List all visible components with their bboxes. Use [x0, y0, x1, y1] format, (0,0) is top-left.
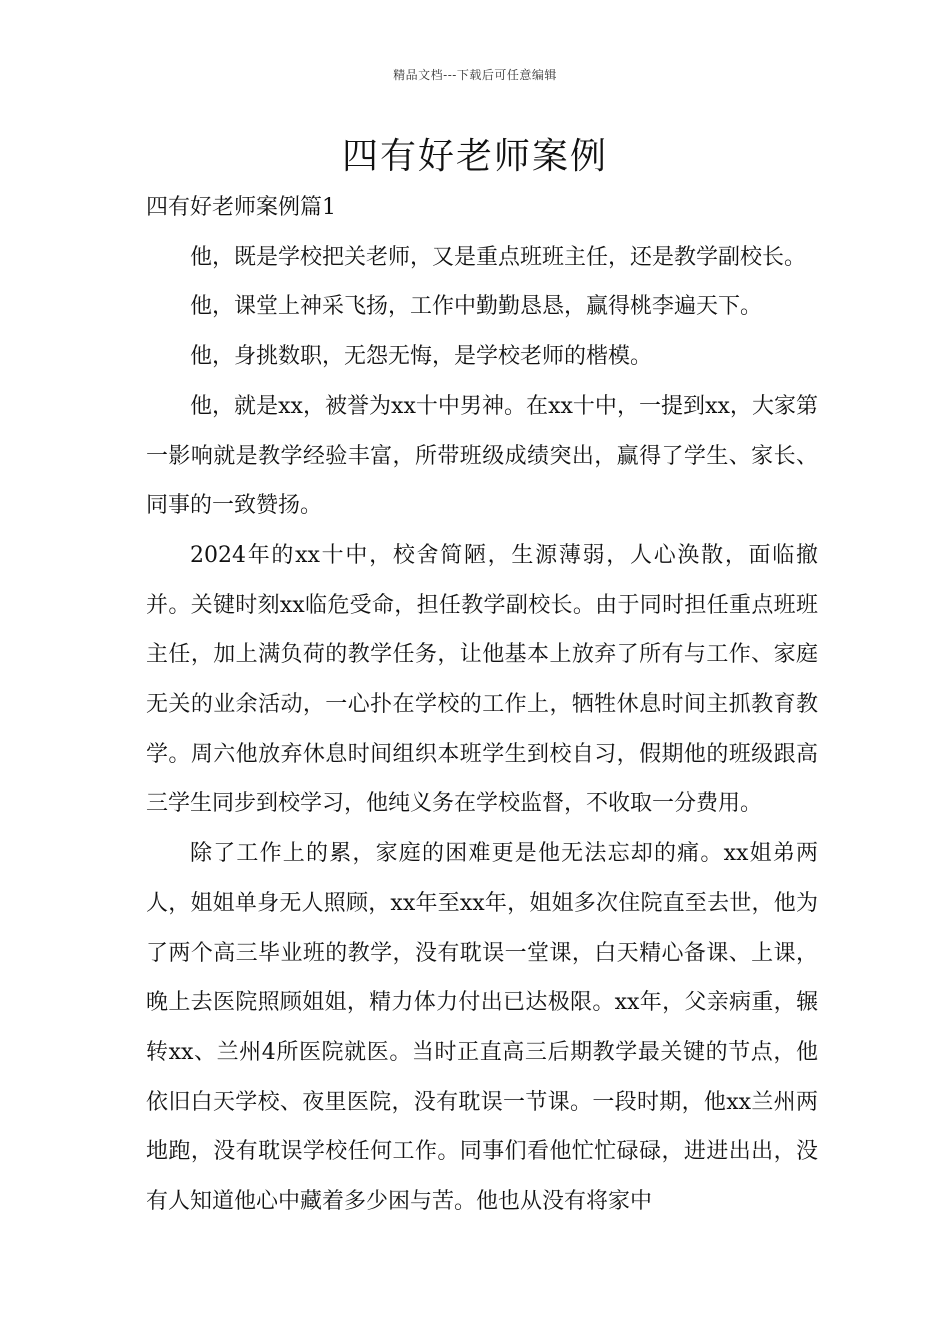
paragraph: 他，就是xx，被誉为xx十中男神。在xx十中，一提到xx，大家第一影响就是教学经验丰富，所带班级成绩突出，赢得了学生、家长、同事的一致赞扬。	[146, 393, 818, 519]
document-body	[146, 183, 818, 1227]
paragraph: 他，身挑数职，无怨无悔，是学校老师的楷模。	[190, 344, 653, 370]
header-note: 精品文档---下载后可任意编辑	[393, 68, 557, 82]
paragraph: 他，既是学校把关老师，又是重点班班主任，还是教学副校长。	[190, 244, 807, 270]
paragraph: 他，课堂上神采飞扬，工作中勤勤恳恳，赢得桃李遍天下。	[190, 294, 763, 320]
paragraph: 除了工作上的累，家庭的困难更是他无法忘却的痛。xx姐弟两人，姐姐单身无人照顾，xx年至xx年，姐姐多次住院直至去世，他为了两个高三毕业班的教学，没有耽误一堂课，白天精心备课、上课，晚上去医院照顾姐姐，精力体力付出已达极限。xx年，父亲病重，辗转xx、兰州4所医院就医。当时正直高三后期教学最关键的节点，他依旧白天学校、夜里医院，没有耽误一节课。一段时期，他xx兰州两地跑，没有耽误学校任何工作。同事们看他忙忙碌碌，进进出出，没有人知道他心中藏着多少困与苦。他也从没有将家中	[146, 841, 818, 1215]
paragraph: 2024年的xx十中，校舍简陋，生源薄弱，人心涣散，面临撤并。关键时刻xx临危受命，担任教学副校长。由于同时担任重点班班主任，加上满负荷的教学任务，让他基本上放弃了所有与工作、家庭无关的业余活动，一心扑在学校的工作上，牺牲休息时间主抓教育教学。周六他放弃休息时间组织本班学生到校自习，假期他的班级跟高三学生同步到校学习，他纯义务在学校监督，不收取一分费用。	[146, 542, 818, 817]
document-title: 四有好老师案例	[341, 136, 608, 177]
section-subtitle: 四有好老师案例篇1	[146, 195, 336, 220]
